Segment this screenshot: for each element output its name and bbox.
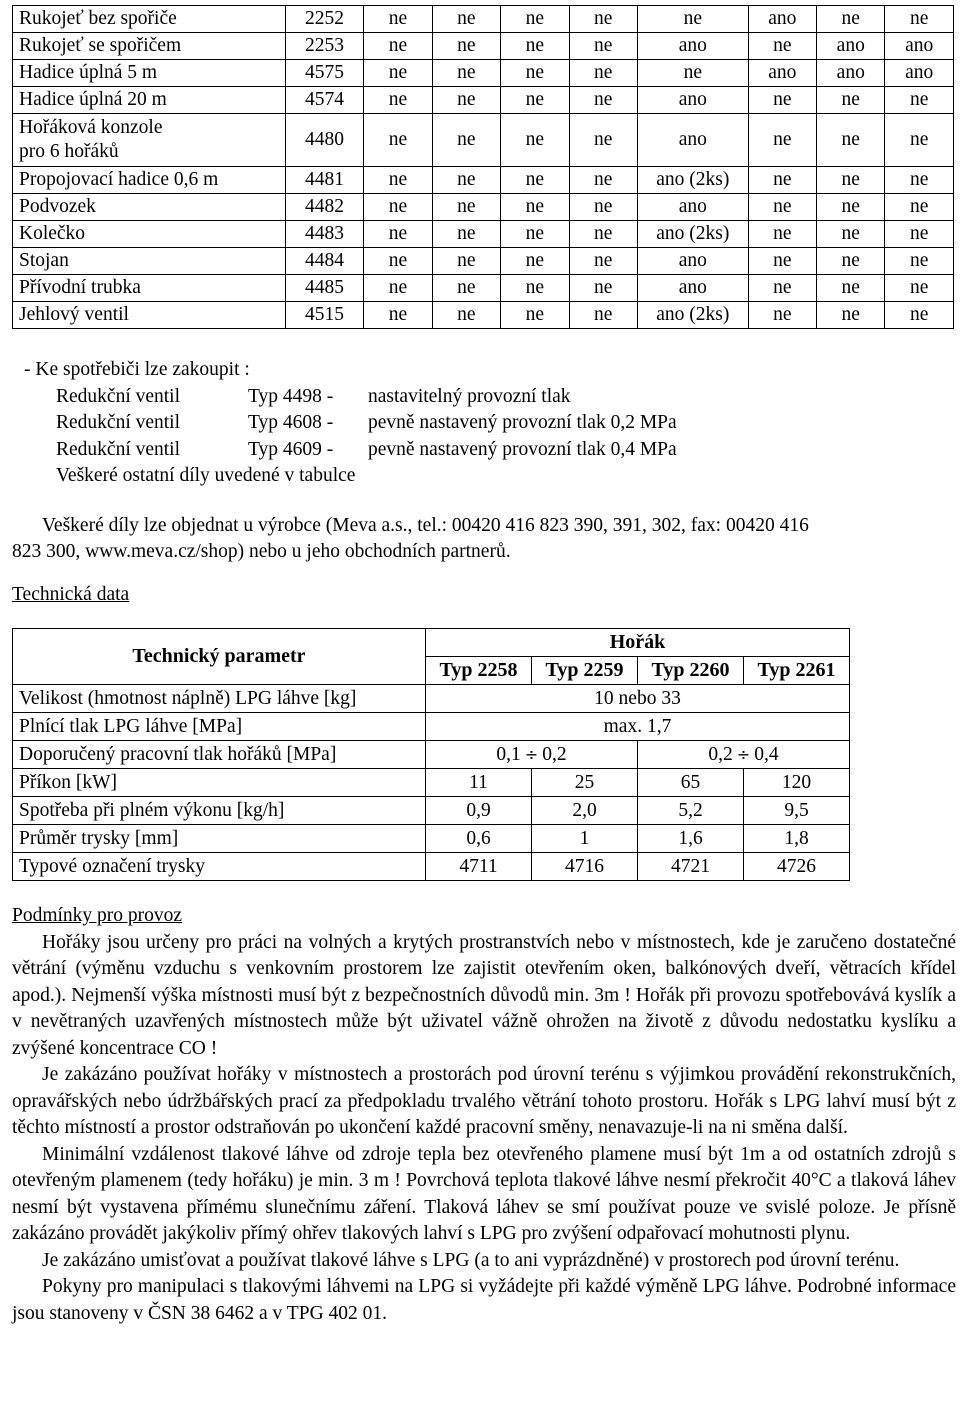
- param-value: 0,1 ÷ 0,2: [426, 741, 638, 769]
- part-cell: ne: [432, 87, 500, 114]
- param-label: Příkon [kW]: [13, 769, 426, 797]
- part-cell: ne: [885, 87, 954, 114]
- paragraph: Je zakázáno používat hořáky v místnostech a prostorách pod úrovní terénu s výjimkou provádění rekonstrukčních, opravářských nebo údržbářských prací za předpokladu trvalého větrání tohoto prostoru. Hořák s LPG lahví musí být z těchto místností a prostor odstraňován po ukončení každé pracovní směny, nenavazuje-li na ni směna další.: [12, 1064, 956, 1138]
- parts-table: [12, 5, 954, 329]
- part-name: Kolečko: [13, 221, 286, 248]
- part-cell: ne: [364, 194, 432, 221]
- table-row: [13, 114, 954, 167]
- part-cell: ne: [432, 60, 500, 87]
- table-row: [13, 221, 954, 248]
- accessories-intro: - Ke spotřebiči lze zakoupit :: [24, 359, 250, 380]
- accessories-section: [12, 357, 956, 490]
- part-cell: ne: [364, 248, 432, 275]
- param-value: 1,8: [744, 825, 850, 853]
- part-cell: ano: [817, 60, 885, 87]
- part-cell: ne: [885, 248, 954, 275]
- param-value: 65: [638, 769, 744, 797]
- accessory-item: Redukční ventil Typ 4498 - nastavitelný provozní tlak: [56, 385, 571, 407]
- part-cell: ne: [501, 6, 569, 33]
- table-row: [13, 87, 954, 114]
- param-value: 10 nebo 33: [426, 685, 850, 713]
- part-cell: ne: [432, 6, 500, 33]
- part-cell: ne: [364, 221, 432, 248]
- accessory-item: Redukční ventil Typ 4608 - pevně nastavený provozní tlak 0,2 MPa: [56, 412, 677, 433]
- part-cell: ne: [817, 167, 885, 194]
- part-cell: ano (2ks): [637, 221, 748, 248]
- tech-heading: Technická data: [12, 583, 130, 605]
- part-cell: ne: [364, 60, 432, 87]
- table-row: [13, 194, 954, 221]
- paragraph: Pokyny pro manipulaci s tlakovými láhvemi na LPG si vyžádejte při každé výměně LPG láhve. Podrobné informace jsou stanoveny v ČSN 38 6462 a v TPG 402 01.: [12, 1276, 956, 1324]
- order-text-line-2: 823 300, www.meva.cz/shop) nebo u jeho obchodních partnerů.: [12, 541, 511, 562]
- table-row: [13, 33, 954, 60]
- part-cell: ne: [817, 114, 885, 167]
- part-cell: ne: [364, 167, 432, 194]
- part-cell: ne: [569, 114, 637, 167]
- part-cell: ne: [748, 302, 816, 329]
- table-row: [13, 825, 850, 853]
- part-cell: ano: [637, 275, 748, 302]
- part-cell: ne: [432, 248, 500, 275]
- part-cell: ne: [432, 167, 500, 194]
- part-cell: ne: [501, 302, 569, 329]
- part-cell: ne: [885, 6, 954, 33]
- part-cell: ne: [501, 167, 569, 194]
- part-cell: ne: [885, 194, 954, 221]
- table-row: [13, 769, 850, 797]
- param-value: 1: [532, 825, 638, 853]
- tech-table: [12, 628, 850, 881]
- type-header: Typ 2259: [532, 657, 638, 685]
- param-value: max. 1,7: [426, 713, 850, 741]
- paragraph: Hořáky jsou určeny pro práci na volných a krytých prostranstvích nebo v místnostech, kde je zaručeno dostatečné větrání (výměnu vzduchu s venkovním prostorem lze zajistit otevřením oken, balkónových dveří, větracích křídel apod.). Nejmenší výška místnosti musí být z bezpečnostních důvodů min. 3m ! Hořák při provozu spotřebovává kyslík a v nevětraných uzavřených místnostech může být uživatel vážně ohrožen na životě z důvodu nedostatku kyslíku a zvýšené koncentrace CO !: [12, 931, 956, 1059]
- part-name: Podvozek: [13, 194, 286, 221]
- part-cell: ano: [637, 33, 748, 60]
- part-cell: ne: [569, 194, 637, 221]
- part-code: 4484: [285, 248, 364, 275]
- part-cell: ano: [885, 33, 954, 60]
- part-cell: ne: [817, 275, 885, 302]
- part-name: Hadice úplná 5 m: [13, 60, 286, 87]
- table-row: [13, 60, 954, 87]
- part-cell: ano: [637, 87, 748, 114]
- part-cell: ne: [748, 221, 816, 248]
- param-label: Spotřeba při plném výkonu [kg/h]: [13, 797, 426, 825]
- paragraph: Je zakázáno umisťovat a používat tlakové láhve s LPG (a to ani vyprázdněné) v prostorech pod úrovní terénu.: [42, 1249, 900, 1271]
- part-code: 4485: [285, 275, 364, 302]
- param-value: 0,9: [426, 797, 532, 825]
- range-symbol: ÷: [736, 745, 751, 764]
- param-label: Plnící tlak LPG láhve [MPa]: [13, 713, 426, 741]
- type-header: Typ 2261: [744, 657, 850, 685]
- part-cell: ne: [501, 114, 569, 167]
- table-row: [13, 741, 850, 769]
- param-label: Průměr trysky [mm]: [13, 825, 426, 853]
- part-code: 4575: [285, 60, 364, 87]
- part-cell: ne: [364, 275, 432, 302]
- part-name: Hořáková konzole pro 6 hořáků: [13, 114, 286, 167]
- part-cell: ano: [637, 114, 748, 167]
- part-cell: ne: [501, 194, 569, 221]
- part-cell: ano: [748, 60, 816, 87]
- part-name: Jehlový ventil: [13, 302, 286, 329]
- accessories-other: Veškeré ostatní díly uvedené v tabulce: [56, 465, 356, 486]
- param-value: 9,5: [744, 797, 850, 825]
- part-cell: ne: [817, 87, 885, 114]
- part-cell: ne: [817, 302, 885, 329]
- param-value: 5,2: [638, 797, 744, 825]
- part-code: 2253: [285, 33, 364, 60]
- part-code: 4515: [285, 302, 364, 329]
- conditions-text: [12, 930, 956, 1328]
- part-cell: ne: [432, 221, 500, 248]
- part-cell: ne: [364, 33, 432, 60]
- param-label: Velikost (hmotnost náplně) LPG láhve [kg]: [13, 685, 426, 713]
- part-cell: ne: [364, 6, 432, 33]
- part-cell: ne: [432, 275, 500, 302]
- param-value: 2,0: [532, 797, 638, 825]
- part-name: Rukojeť se spořičem: [13, 33, 286, 60]
- order-text-line-1: Veškeré díly lze objednat u výrobce (Meva a.s., tel.: 00420 416 823 390, 391, 302, fax: 00420 416: [42, 514, 809, 536]
- part-cell: ne: [501, 33, 569, 60]
- part-cell: ano (2ks): [637, 302, 748, 329]
- part-cell: ano: [748, 6, 816, 33]
- part-cell: ne: [569, 221, 637, 248]
- part-cell: ne: [432, 302, 500, 329]
- param-value: 4721: [638, 853, 744, 881]
- part-cell: ne: [748, 194, 816, 221]
- part-cell: ne: [501, 221, 569, 248]
- part-cell: ne: [569, 33, 637, 60]
- part-cell: ne: [432, 114, 500, 167]
- part-code: 4481: [285, 167, 364, 194]
- type-header: Typ 2260: [638, 657, 744, 685]
- table-row: [13, 797, 850, 825]
- part-cell: ne: [885, 302, 954, 329]
- table-row: [13, 167, 954, 194]
- part-cell: ne: [817, 6, 885, 33]
- table-row: [13, 248, 954, 275]
- param-value: 0,2 ÷ 0,4: [638, 741, 850, 769]
- part-cell: ne: [885, 114, 954, 167]
- part-code: 4480: [285, 114, 364, 167]
- part-cell: ne: [817, 194, 885, 221]
- table-row: [13, 713, 850, 741]
- part-cell: ne: [569, 302, 637, 329]
- part-cell: ne: [569, 87, 637, 114]
- part-cell: ne: [817, 221, 885, 248]
- param-value: 11: [426, 769, 532, 797]
- part-cell: ne: [748, 87, 816, 114]
- part-cell: ne: [748, 167, 816, 194]
- part-cell: ne: [748, 33, 816, 60]
- part-cell: ne: [637, 6, 748, 33]
- part-cell: ne: [637, 60, 748, 87]
- part-name: Stojan: [13, 248, 286, 275]
- paragraph: Minimální vzdálenost tlakové láhve od zdroje tepla bez otevřeného plamene musí být 1m a od ostatních zdrojů s otevřeným plamenem (tedy hořáku) je min. 3 m ! Povrchová teplota tlakové láhve nesmí překročit 40°C a tlaková láhev nesmí být vystavena přímému slunečnímu záření. Tlaková láhev se smí používat pouze ve svislé poloze. Je přísně zakázáno provádět jakýkoliv přímý ohřev tlakových lahví s LPG pro zvýšení odpařovací mohutnosti plynu.: [12, 1143, 956, 1244]
- part-cell: ne: [569, 275, 637, 302]
- part-cell: ne: [364, 114, 432, 167]
- part-cell: ano (2ks): [637, 167, 748, 194]
- part-cell: ne: [748, 114, 816, 167]
- param-value: 4726: [744, 853, 850, 881]
- range-symbol: ÷: [524, 745, 539, 764]
- part-cell: ne: [817, 248, 885, 275]
- part-cell: ne: [501, 60, 569, 87]
- table-row: [13, 685, 850, 713]
- param-value: 1,6: [638, 825, 744, 853]
- param-header: Technický parametr: [13, 629, 426, 685]
- table-row: [13, 853, 850, 881]
- part-cell: ano: [637, 194, 748, 221]
- part-code: 4482: [285, 194, 364, 221]
- part-cell: ne: [569, 167, 637, 194]
- part-name: Přívodní trubka: [13, 275, 286, 302]
- param-value: 4716: [532, 853, 638, 881]
- conditions-heading: Podmínky pro provoz: [12, 905, 183, 926]
- part-cell: ne: [364, 87, 432, 114]
- part-cell: ne: [569, 248, 637, 275]
- part-cell: ne: [885, 167, 954, 194]
- param-label: Typové označení trysky: [13, 853, 426, 881]
- param-value: 25: [532, 769, 638, 797]
- table-row: [13, 302, 954, 329]
- order-info: [12, 513, 956, 566]
- part-cell: ne: [501, 248, 569, 275]
- part-cell: ne: [432, 194, 500, 221]
- param-value: 4711: [426, 853, 532, 881]
- part-code: 4483: [285, 221, 364, 248]
- part-cell: ne: [364, 302, 432, 329]
- type-header: Typ 2258: [426, 657, 532, 685]
- part-code: 2252: [285, 6, 364, 33]
- part-cell: ne: [885, 275, 954, 302]
- part-cell: ne: [501, 275, 569, 302]
- part-cell: ne: [748, 275, 816, 302]
- part-cell: ano: [817, 33, 885, 60]
- part-name: Propojovací hadice 0,6 m: [13, 167, 286, 194]
- burner-header: Hořák: [426, 629, 850, 657]
- document-page: [12, 5, 956, 1327]
- table-row: [13, 6, 954, 33]
- part-cell: ne: [748, 248, 816, 275]
- accessory-item: Redukční ventil Typ 4609 - pevně nastavený provozní tlak 0,4 MPa: [56, 438, 677, 460]
- part-cell: ne: [432, 33, 500, 60]
- param-value: 0,6: [426, 825, 532, 853]
- param-label: Doporučený pracovní tlak hořáků [MPa]: [13, 741, 426, 769]
- part-cell: ano: [885, 60, 954, 87]
- part-cell: ne: [501, 87, 569, 114]
- part-cell: ne: [569, 6, 637, 33]
- part-cell: ne: [569, 60, 637, 87]
- part-name: Hadice úplná 20 m: [13, 87, 286, 114]
- param-value: 120: [744, 769, 850, 797]
- part-cell: ano: [637, 248, 748, 275]
- part-name: Rukojeť bez spořiče: [13, 6, 286, 33]
- part-code: 4574: [285, 87, 364, 114]
- part-cell: ne: [885, 221, 954, 248]
- tech-header-row: [13, 629, 850, 657]
- table-row: [13, 275, 954, 302]
